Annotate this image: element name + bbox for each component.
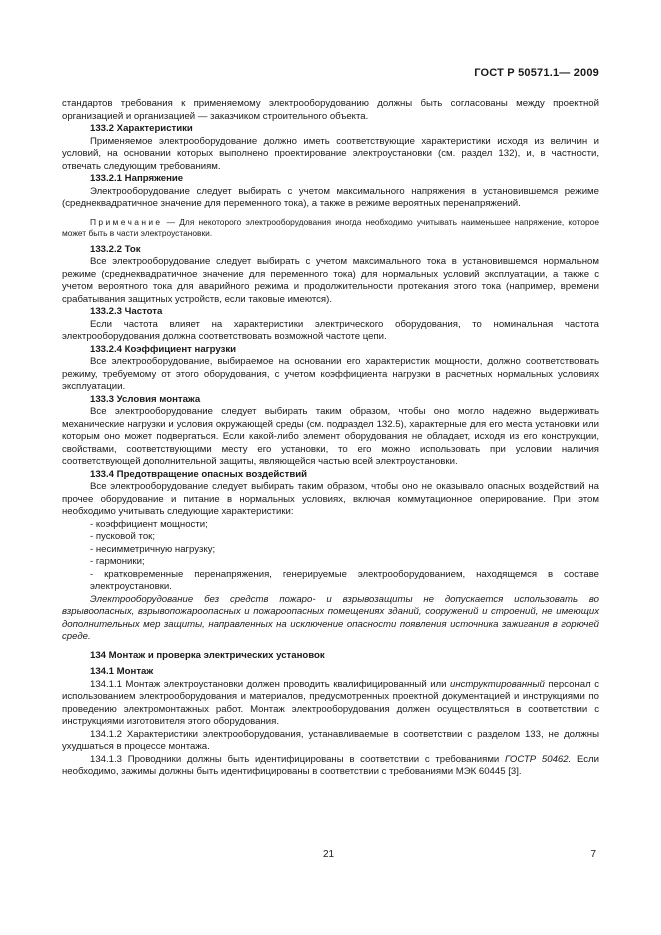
heading-134: 134 Монтаж и проверка электрических установок [90, 649, 325, 661]
page-number-right: 7 [590, 849, 596, 860]
note [62, 217, 599, 239]
list-item: - пусковой ток; [90, 531, 156, 542]
heading-133-4: 133.4 Предотвращение опасных воздействий [90, 468, 308, 480]
page-number-center: 21 [323, 849, 335, 860]
paragraph-134-1-3-end: Если необходимо, зажимы должны быть идентифицированы в соответствии с требованиями МЭК 60445 [3]. [62, 753, 599, 777]
heading-133-2: 133.2 Характеристики [90, 123, 193, 134]
paragraph-134-1-1-start: 134.1.1 Монтаж электроустановки должен проводить квалифицированный или [90, 678, 451, 690]
paragraph-134-1-1-italic: инструктированный [450, 678, 545, 690]
note-label: Примечание [90, 216, 163, 227]
paragraph-134-1-3 [62, 754, 599, 779]
list-item: - кратковременные перенапряжения, генерируемые электрооборудованием, находящемся в составе электроустановки. [90, 568, 599, 592]
paragraph-133-2-3: Если частота влияет на характеристики электрического оборудования, то номинальная частота электрооборудования должна соответствовать возможной частоте цепи. [62, 318, 599, 342]
heading-134-1: 134.1 Монтаж [90, 666, 154, 677]
list-item: - несимметричную нагрузку; [90, 543, 216, 555]
note-text: — Для некоторого электрооборудования иногда необходимо учитывать наименьшее напряжение, которое может быть в части электроустановки. [62, 216, 599, 238]
paragraph-133-3: Все электрооборудование следует выбирать таким образом, чтобы оно могло надежно выдерживать механические нагрузки и условия окружающей среды (см. подраздел 132.5), характерные для его места установки или которым оно может подвергаться. Если какой-либо элемент оборудования не обладает, исходя из его конструкции, свойствами, соответствующими месту его установки, то его можно использовать при условии наличия соответствующей дополнительной защиты, являющейся частью всей электроустановки. [62, 406, 599, 467]
page-body [62, 98, 599, 779]
heading-133-2-1: 133.2.1 Напряжение [90, 173, 184, 184]
heading-133-2-2: 133.2.2 Ток [90, 243, 141, 255]
paragraph-133-2-2: Все электрооборудование следует выбирать с учетом максимального тока в установившемся нормальном режиме (среднеквадратичное значение для переменного тока) для нормальных условий эксплуатации, а также с учетом вероятного тока для аварийного режима и продолжительности протекания этого тока (например, времени срабатывания защитных устройств, если таковые имеются). [62, 256, 599, 305]
paragraph-133-2-4: Все электрооборудование, выбираемое на основании его характеристик мощности, должно соответствовать режиму, требуемому от этого оборудования, с учетом коэффициента нагрузки в расчетных нормальных условиях эксплуатации. [62, 356, 599, 392]
paragraph-133-2-1: Электрооборудование следует выбирать с учетом максимального напряжения в установившемся режиме (среднеквадратичное значение для переменного тока), а также в режиме вероятных перенапряжений. [62, 185, 599, 209]
heading-133-2-4: 133.2.4 Коэффициент нагрузки [90, 343, 237, 355]
paragraph-134-1-2: 134.1.2 Характеристики электрооборудования, устанавливаемые в соответствии с разделом 133, не должны ухудшаться в процессе монтажа. [62, 728, 599, 752]
paragraph-133-2: Применяемое электрооборудование должно иметь соответствующие характеристики исходя из величин и условий, на основании которых выполнено проектирование электроустановки (см. раздел 132), и, в частности, отвечать следующим требованиям. [62, 135, 599, 172]
list-item: - гармоники; [90, 556, 145, 567]
paragraph-133-4: Все электрооборудование следует выбирать таким образом, чтобы оно не оказывало опасных воздействий на прочее оборудование и питание в нормальных условиях, включая коммутационное оперирование. При этом необходимо учитывать следующие характеристики: [62, 481, 599, 517]
heading-133-2-3: 133.2.3 Частота [90, 306, 163, 317]
paragraph-134-1-3-italic: ГОСТР 50462. [504, 753, 572, 765]
document-id: ГОСТ Р 50571.1— 2009 [474, 67, 599, 79]
list-item: - коэффициент мощности; [90, 518, 208, 530]
characteristics-list [62, 519, 599, 594]
italic-paragraph: Электрооборудование без средств пожаро- и взрывозащиты не допускается использовать во взрывоопасных, взрывопожароопасных и пожароопасных помещениях зданий, сооружений и строений, не имеющих дополнительных мер защиты, направленных на исключение опасности появления источника зажигания в горючей среде. [62, 593, 599, 642]
heading-133-3: 133.3 Условия монтажа [90, 393, 201, 405]
paragraph-134-1-1-end: персонал с использованием электрооборудования и материалов, предусмотренных проектной документацией и инструкциями по проведению электромонтажных работ. Монтаж электрооборудования должен осуществляться в соответствии с инструкциями изготовителя этого оборудования. [62, 678, 599, 727]
paragraph-134-1-1 [62, 679, 599, 729]
paragraph-134-1-3-start: 134.1.3 Проводники должны быть идентифицированы в соответствии с требованиями [90, 753, 505, 765]
intro-paragraph: стандартов требования к применяемому электрооборудованию должны быть согласованы между проектной организацией и организацией — заказчиком строительного объекта. [62, 98, 599, 122]
